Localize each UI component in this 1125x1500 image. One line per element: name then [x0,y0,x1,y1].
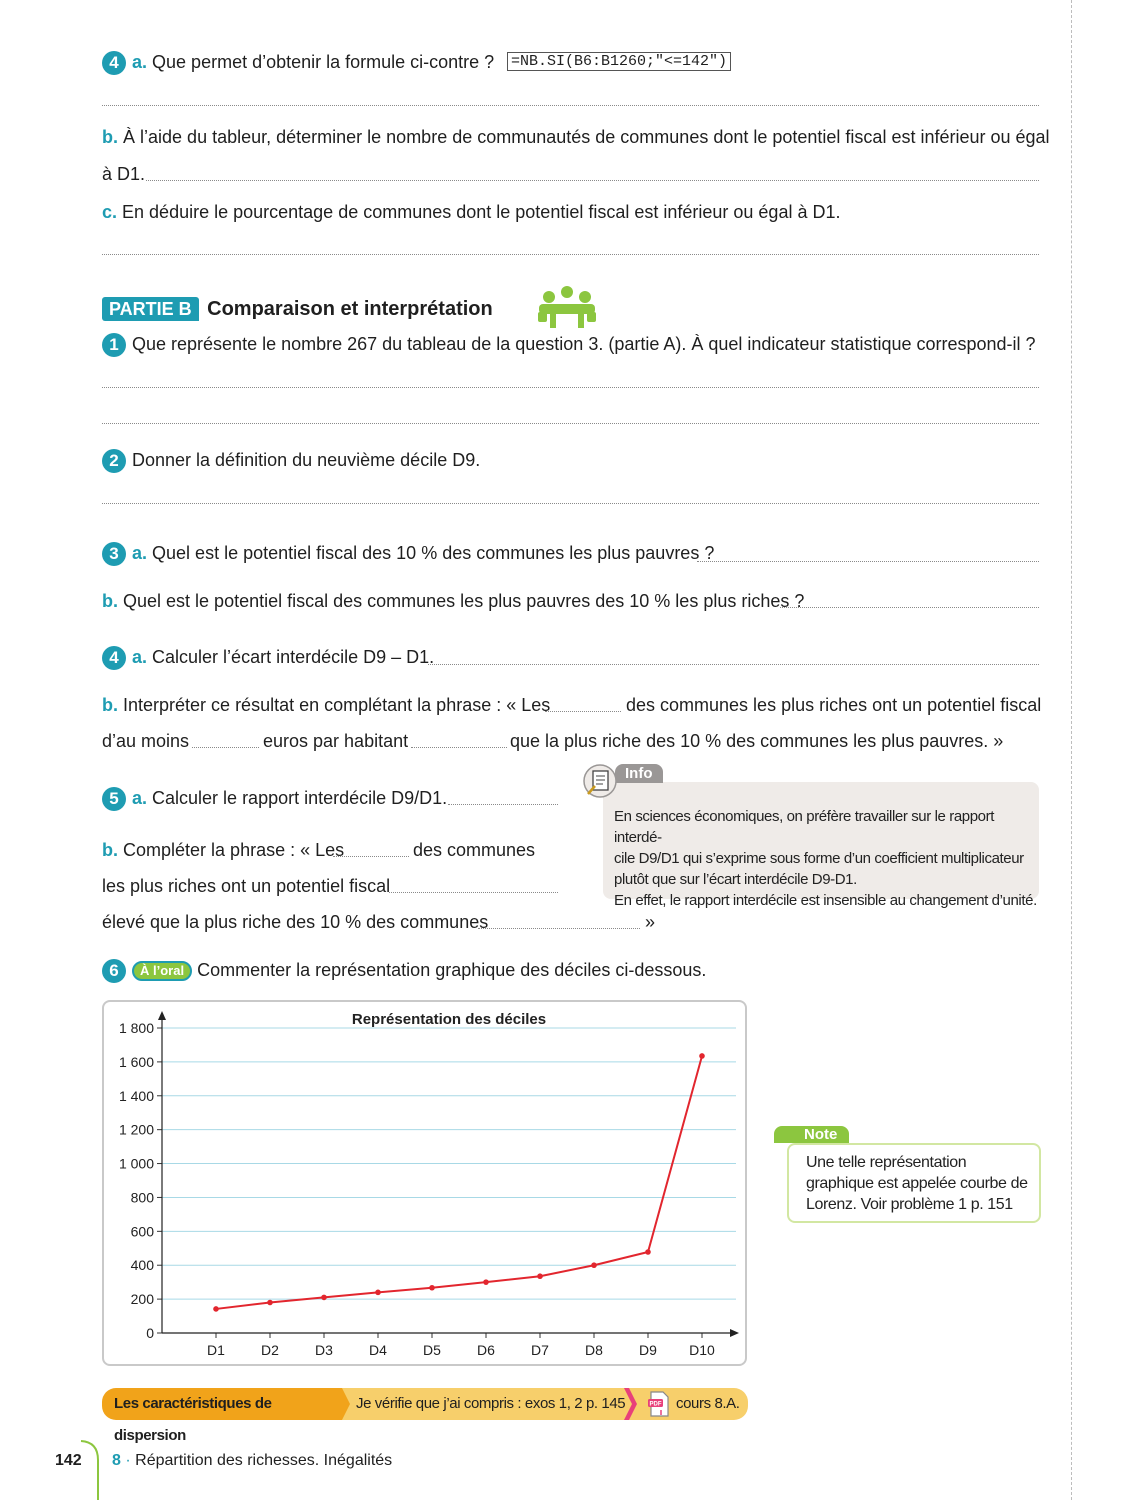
x-tick-label: D8 [585,1342,603,1358]
y-axis-arrow [158,1011,166,1020]
answer-line[interactable] [102,105,1039,106]
fill-in-blank[interactable] [192,747,259,748]
info-line: cile D9/D1 qui s’exprime sous forme d’un coefficient multiplicateur [614,850,1024,867]
x-tick-label: D10 [689,1342,715,1358]
data-point [213,1306,219,1312]
answer-line[interactable] [102,254,1039,255]
answer-line[interactable] [102,503,1039,504]
note-box [787,1143,1041,1223]
x-tick-label: D3 [315,1342,333,1358]
y-tick-label: 200 [130,1291,154,1308]
partB-q5b-line1: b. Compléter la phrase : « Les [102,840,345,860]
answer-line[interactable] [146,180,1039,181]
info-tag: Info [615,765,663,783]
question-number-badge: 3 [102,542,126,566]
y-tick-label: 0 [146,1325,154,1341]
x-axis-arrow [730,1329,739,1337]
formula-box: =NB.SI(B6:B1260;"<=142") [507,52,731,72]
x-tick-label: D1 [207,1342,225,1358]
partA-q4b: b. À l’aide du tableur, déterminer le nombre de communautés de communes dont le potentiel fiscal est inférieur ou égal [102,127,1050,147]
answer-line[interactable] [780,607,1039,608]
partB-q5b-line1-end: des communes [413,840,536,860]
partB-q4b-line2-mid: euros par habitant [263,731,409,751]
banner-chevron-icon [334,1388,350,1420]
partB-q5a: 5 a. Calculer le rapport interdécile D9/D1. [102,786,447,811]
note-line: Une telle représentation [806,1154,967,1171]
fill-in-blank[interactable] [478,928,640,929]
answer-line[interactable] [697,561,1039,562]
question-number-badge: 1 [102,333,126,357]
partB-q5b-line3: élevé que la plus riche des 10 % des communes [102,912,489,932]
info-document-icon [583,764,617,803]
fill-in-blank[interactable] [411,747,507,748]
data-point [267,1300,273,1306]
partB-q4b-line1: b. Interpréter ce résultat en complétant la phrase : « Les [102,695,551,715]
info-line: En effet, le rapport interdécile est insensible au changement d’unité. [614,892,1037,909]
note-tag-wrap [774,1126,849,1144]
partB-q6: 6 À l’oral Commenter la représentation graphique des déciles ci-dessous. [102,958,706,983]
partA-q4a: 4 a. Que permet d’obtenir la formule ci-contre ? [102,50,494,75]
info-line: plutôt que sur l’écart interdécile D9-D1. [614,871,857,888]
oral-badge: À l’oral [132,961,192,981]
series-line [216,1056,702,1309]
info-line: En sciences économiques, on préfère travailler sur le rapport interdé- [614,808,994,846]
course-link[interactable]: cours 8.A. [676,1395,740,1412]
question-number-badge: 4 [102,51,126,75]
page-edge-dashed-line [1071,0,1072,1500]
data-point [375,1290,381,1296]
note-line: Lorenz. Voir problème 1 p. 151 [806,1196,1013,1213]
answer-line[interactable] [448,804,558,805]
section-title: Comparaison et interprétation [207,298,493,320]
course-banner [102,1388,748,1444]
x-tick-label: D4 [369,1342,387,1358]
y-tick-label: 400 [130,1257,154,1274]
x-tick-label: D6 [477,1342,495,1358]
question-number-badge: 6 [102,959,126,983]
data-point [591,1262,597,1268]
partB-q4b-line2-start: d’au moins [102,731,190,751]
group-work-icon [536,284,598,335]
fill-in-blank[interactable] [389,892,558,893]
partB-q4b-line2-end: que la plus riche des 10 % des communes les plus pauvres. » [510,731,1004,751]
partB-q1: 1 Que représente le nombre 267 du tableau de la question 3. (partie A). À quel indicateur statistique correspond-il ? [102,332,1036,357]
data-point [483,1279,489,1285]
answer-line[interactable] [428,664,1039,665]
partie-tag: PARTIE B [102,297,199,321]
banner-chevron-icon [622,1388,638,1420]
fill-in-blank[interactable] [545,711,621,712]
decile-chart [104,1002,745,1364]
x-tick-label: D7 [531,1342,549,1358]
note-line: graphique est appelée courbe de [806,1175,1028,1192]
decile-chart-box [102,1000,747,1366]
partB-header [102,298,493,321]
fill-in-blank[interactable] [333,856,409,857]
chart-title: Représentation des déciles [351,1011,547,1028]
x-tick-label: D2 [261,1342,279,1358]
partB-q5b-line3-end: » [645,912,656,932]
y-tick-label: 1 600 [118,1053,154,1070]
chapter-footer: 8 · Répartition des richesses. Inégalités [112,1452,393,1469]
y-tick-label: 600 [130,1223,154,1240]
y-tick-label: 1 800 [118,1020,154,1036]
y-tick-label: 1 400 [118,1087,154,1104]
chapter-number: 8 [112,1452,121,1469]
partB-q2: 2 Donner la définition du neuvième décile D9. [102,448,480,473]
question-number-badge: 5 [102,787,126,811]
y-tick-label: 1 000 [118,1155,154,1172]
data-point [645,1249,651,1255]
y-tick-label: 800 [130,1189,154,1206]
partB-q3b: b. Quel est le potentiel fiscal des communes les plus pauvres des 10 % les plus riches ? [102,591,805,611]
note-tag: Note [774,1126,849,1143]
pdf-label: PDF [649,1401,662,1408]
data-point [321,1295,327,1301]
data-point [537,1273,543,1279]
page-number: 142 [55,1452,82,1469]
partB-q3a: 3 a. Quel est le potentiel fiscal des 10 % des communes les plus pauvres ? [102,541,714,566]
info-box [603,782,1039,909]
check-link[interactable]: Je vérifie que j’ai compris : exos 1, 2 p. 145 [356,1388,625,1420]
pdf-icon[interactable] [648,1391,670,1417]
footer-curve [80,1440,102,1500]
answer-line[interactable] [102,423,1039,424]
x-tick-label: D5 [423,1342,441,1358]
data-point [429,1285,435,1291]
answer-line[interactable] [102,387,1039,388]
partA-q4b-cont: à D1. [102,164,146,184]
partB-q4b-line1-end: des communes les plus riches ont un potentiel fiscal [626,695,1042,715]
section-label: Les caractéristiques de dispersion [102,1388,336,1420]
y-tick-label: 1 200 [118,1121,154,1138]
partB-q5b-line2: les plus riches ont un potentiel fiscal [102,876,391,896]
partA-q4c: c. En déduire le pourcentage de communes dont le potentiel fiscal est inférieur ou égal à D1. [102,202,841,222]
question-number-badge: 4 [102,646,126,670]
x-tick-label: D9 [639,1342,657,1358]
chapter-title: Répartition des richesses. Inégalités [135,1452,393,1469]
partB-q4a: 4 a. Calculer l’écart interdécile D9 – D1. [102,645,434,670]
data-point [699,1053,705,1059]
question-number-badge: 2 [102,449,126,473]
